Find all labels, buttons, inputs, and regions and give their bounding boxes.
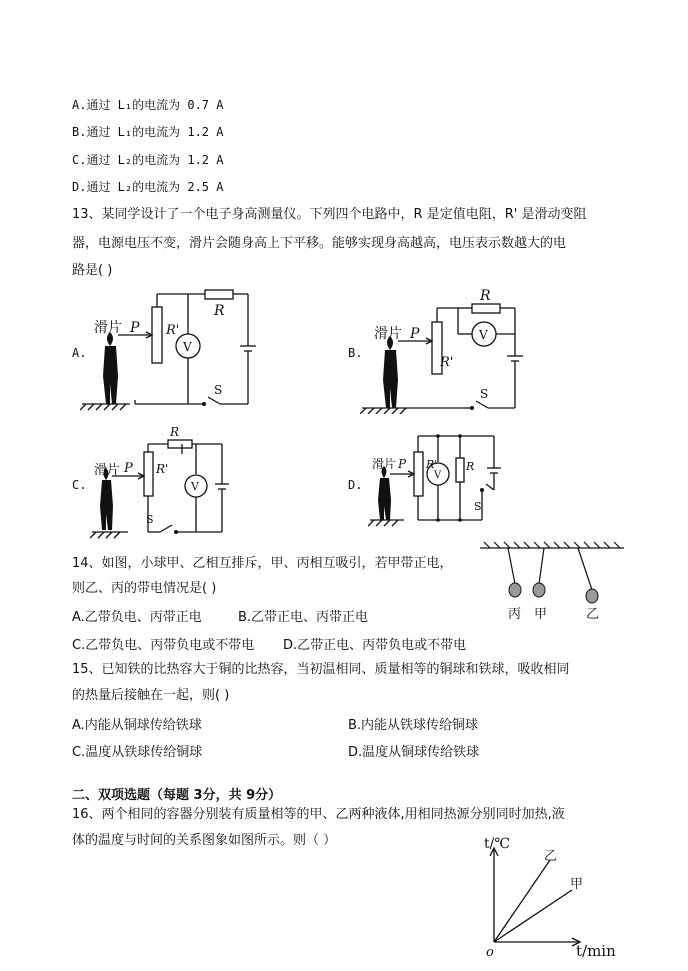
circuit-b-r-label: R bbox=[480, 288, 491, 304]
circuit-c-slider-label: 滑片 bbox=[94, 463, 121, 478]
circuit-a-slider-label: 滑片 bbox=[94, 320, 122, 336]
circuit-b-rprime-label: R' bbox=[440, 355, 454, 370]
circuit-c-r-label: R bbox=[170, 425, 180, 439]
circuit-d-p-label: P bbox=[398, 457, 407, 471]
circuit-b-diagram bbox=[360, 284, 540, 414]
circuit-d-voltmeter: V bbox=[434, 470, 442, 481]
q14-option-c: C.乙带负电、丙带负电或不带电 bbox=[72, 638, 255, 653]
graph-origin-label: o bbox=[486, 945, 494, 960]
q15-option-a: A.内能从铜球传给铁球 bbox=[72, 718, 202, 733]
circuit-b-label: B. bbox=[348, 346, 363, 360]
section-heading: 二、双项选题（每题 3分，共 9分） bbox=[72, 788, 282, 803]
circuit-d-rprime-label: R' bbox=[426, 458, 438, 471]
circuit-a-switch-label: S bbox=[214, 383, 223, 397]
circuit-c-switch-label: S bbox=[146, 513, 154, 526]
graph-series-jia-label: 甲 bbox=[570, 877, 584, 892]
circuit-c-p-label: P bbox=[124, 461, 133, 476]
circuit-a-rprime-label: R' bbox=[166, 323, 180, 338]
circuit-b-voltmeter: V bbox=[479, 328, 488, 342]
circuit-d-slider-label: 滑片 bbox=[372, 457, 397, 471]
pendulum-balls-diagram bbox=[478, 540, 628, 630]
q14-option-d: D.乙带正电、丙带负电或不带电 bbox=[283, 638, 467, 653]
q16-stem-line1: 16、两个相同的容器分别装有质量相等的甲、乙两种液体,用相同热源分别同时加热,液 bbox=[72, 807, 565, 822]
ball-bing-label: 丙 bbox=[508, 607, 522, 622]
circuit-c-voltmeter: V bbox=[191, 480, 199, 493]
graph-series-yi-label: 乙 bbox=[544, 849, 558, 864]
q13-stem-line2: 器，电源电压不变，滑片会随身高上下平移。能够实现身高越高，电压表示数越大的电 bbox=[72, 236, 567, 251]
q14-stem-line2: 则乙、丙的带电情况是( ) bbox=[72, 581, 217, 596]
ball-jia-label: 甲 bbox=[534, 607, 548, 622]
q15-option-b: B.内能从铁球传给铜球 bbox=[348, 718, 479, 733]
ball-yi-label: 乙 bbox=[586, 607, 600, 622]
circuit-c-rprime-label: R' bbox=[156, 462, 169, 476]
circuit-a-diagram bbox=[80, 284, 280, 414]
circuit-b-p-label: P bbox=[410, 326, 420, 342]
graph-x-axis-label: t/min bbox=[576, 942, 616, 960]
circuit-b-slider-label: 滑片 bbox=[374, 326, 402, 342]
q16-stem-line2: 体的温度与时间的关系图象如图所示。则（ ） bbox=[72, 833, 337, 848]
circuit-a-r-label: R bbox=[214, 303, 225, 319]
q15-stem-line1: 15、已知铁的比热容大于铜的比热容，当初温相同、质量相等的铜球和铁球，吸收相同 bbox=[72, 662, 570, 677]
circuit-c-diagram bbox=[90, 424, 240, 542]
circuit-a-p-label: P bbox=[130, 320, 140, 336]
circuit-d-label: D. bbox=[348, 478, 363, 492]
q14-stem-line1: 14、如图，小球甲、乙相互排斥，甲、丙相互吸引，若甲带正电， bbox=[72, 556, 453, 571]
circuit-d-switch-label: S bbox=[474, 500, 482, 513]
q13-stem-line1: 13、某同学设计了一个电子身高测量仪。下列四个电路中，R 是定值电阻，R' 是滑动变阻 bbox=[72, 207, 587, 222]
q15-option-d: D.温度从铜球传给铁球 bbox=[348, 745, 480, 760]
circuit-d-diagram bbox=[368, 428, 518, 528]
q14-option-a: A.乙带负电、丙带正电 bbox=[72, 610, 202, 625]
q12-option-c: C.通过 L₂的电流为 1.2 A bbox=[72, 153, 224, 167]
circuit-c-label: C. bbox=[72, 478, 87, 492]
circuit-a-label: A. bbox=[72, 346, 87, 360]
q12-option-d: D.通过 L₂的电流为 2.5 A bbox=[72, 180, 224, 194]
q13-stem-line3: 路是( ) bbox=[72, 263, 113, 278]
q12-option-a: A.通过 L₁的电流为 0.7 A bbox=[72, 98, 224, 112]
circuit-a-voltmeter: V bbox=[183, 340, 192, 354]
q12-option-b: B.通过 L₁的电流为 1.2 A bbox=[72, 125, 224, 139]
graph-y-axis-label: t/℃ bbox=[484, 836, 511, 852]
q14-option-b: B.乙带正电、丙带正电 bbox=[238, 610, 369, 625]
temperature-time-graph bbox=[480, 832, 650, 964]
q15-option-c: C.温度从铁球传给铜球 bbox=[72, 745, 203, 760]
q15-stem-line2: 的热量后接触在一起，则( ) bbox=[72, 688, 230, 703]
circuit-b-switch-label: S bbox=[480, 387, 489, 401]
circuit-d-r-label: R bbox=[466, 460, 475, 473]
